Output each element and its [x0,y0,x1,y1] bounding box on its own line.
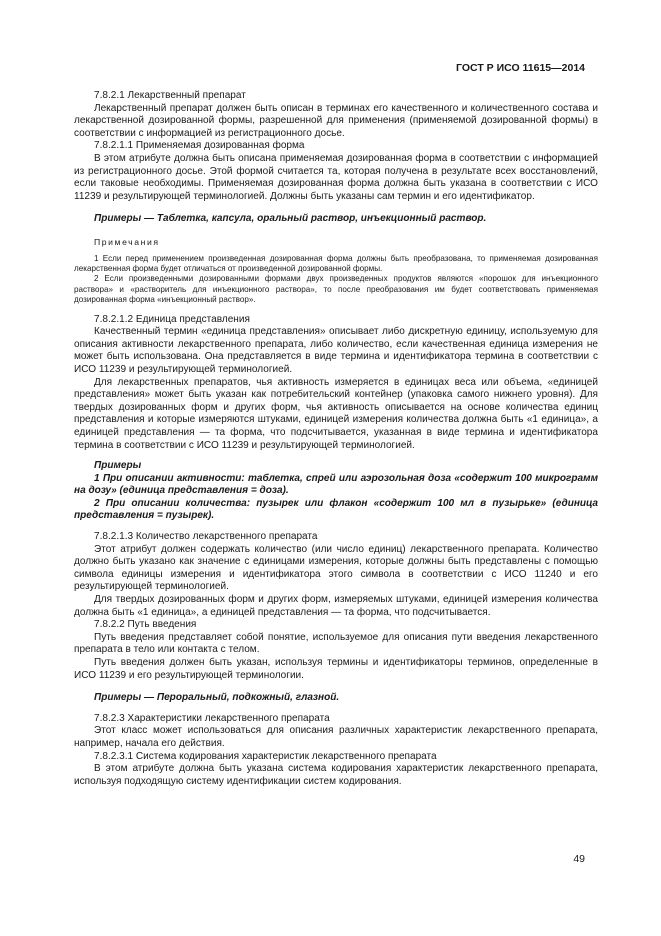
section-7822-examples: Примеры — Пероральный, подкожный, глазной. [94,692,340,704]
section-78212-example-1: 1 При описании активности: таблетка, спрей или аэрозольная доза «содержит 100 микрограмм на дозу» (единица представления = доза). [74,472,598,497]
note-2: 2 Если произведенными дозированными формами двух произведенных продуктов являются «порошок для инъекционного раствора» и «растворитель для инъекционного раствора», то после преобразования им будет соответствовать применяемая дозированная форма «инъекционный раствор». [74,274,598,305]
section-78213-text-2: Для твердых дозированных форм и других форм, измеряемых штуками, единицей измерения количества должна быть «1 единица», а единицей представления — та форма, что подсчитывается. [74,594,598,618]
section-78212-example-2: 2 При описании количества: пузырек или флакон «содержит 100 мл в пузырьке» (единица представления = пузырек). [74,497,598,522]
section-78211-title: 7.8.2.1.1 Применяемая дозированная форма [94,140,305,152]
section-7823-title: 7.8.2.3 Характеристики лекарственного препарата [94,712,330,724]
section-78211-text: В этом атрибуте должна быть описана применяемая дозированная форма в соответствии с информацией из регистрационного досье. Этой формой считается та, которая получена в результате всех восстановлений, если таковые необходимы. Применяемая дозированная форма должна быть указана в соответствии с ИСО 11239 и результирующей терминологией. Должны быть указаны сам термин и его идентификатор. [74,152,598,202]
section-7822-text-1: Путь введения представляет собой понятие, используемое для описания пути введения лекарственного препарата в тело или контакта с телом. [74,631,598,656]
page-number: 49 [573,853,585,865]
section-7822-text-2: Путь введения должен быть указан, используя термины и идентификаторы терминов, определенные в ИСО 11239 и его результирующей терминологии. [74,657,598,681]
notes-title: Примечания [94,236,160,247]
section-78212-title: 7.8.2.1.2 Единица представления [94,313,250,325]
section-78213-title: 7.8.2.1.3 Количество лекарственного препарата [94,531,318,543]
section-78231-title: 7.8.2.3.1 Система кодирования характеристик лекарственного препарата [94,750,437,762]
section-78212-examples-title: Примеры [94,460,142,472]
section-78231-text: В этом атрибуте должна быть указана система кодирования характеристик лекарственного препарата, используя подходящую систему идентификации систем кодирования. [74,763,598,787]
section-7821-text: Лекарственный препарат должен быть описан в терминах его качественного и количественного состава и лекарственной дозированной формы, разрешенной для применения (применяемой дозированной формы) в соответствии с информацией из регистрационного досье. [74,102,598,139]
section-78212-text-2: Для лекарственных препаратов, чья активность измеряется в единицах веса или объема, «единицей представления» может быть указан как потребительский контейнер (упаковка самого нижнего уровня). Для твердых дозированных форм и других форм, чья активность описывается на основе количества единиц представления и которые измеряются штуками, единицей измерения количества должна быть «1 единица», а единицей представления — та форма, что подсчитывается, указанная в виде термина и идентификатора термина в соответствии с ИСО 11239 и результирующей терминологией. [74,376,598,451]
section-7823-text: Этот класс может использоваться для описания различных характеристик лекарственного препарата, например, начала его действия. [74,725,598,749]
section-7822-title: 7.8.2.2 Путь введения [94,619,197,631]
document-body [74,90,598,788]
section-7821-title: 7.8.2.1 Лекарственный препарат [94,90,246,101]
standard-header: ГОСТ Р ИСО 11615—2014 [456,62,585,74]
section-78212-text-1: Качественный термин «единица представления» описывает либо дискретную единицу, используемую для описания активности лекарственного препарата, либо количество, если качественная единица измерения не может быть использована. Она представляется в виде термина и идентификатора термина в соответствии с ИСО 11239 и результирующей терминологией. [74,326,598,375]
section-78211-examples: Примеры — Таблетка, капсула, оральный раствор, инъекционный раствор. [94,213,487,225]
section-78213-text-1: Этот атрибут должен содержать количество (или число единиц) лекарственного препарата. Количество должно быть указано как значение с единицами измерения, которые должны быть представлены с помощью символа единицы измерения и идентификатора этого символа в соответствии с ИСО 11240 и его результирующей терминологией. [74,543,598,593]
note-1: 1 Если перед применением произведенная дозированная форма должны быть преобразована, то применяемая дозированная лекарственная форма будет отличаться от произведенной дозированной формы. [74,253,598,273]
